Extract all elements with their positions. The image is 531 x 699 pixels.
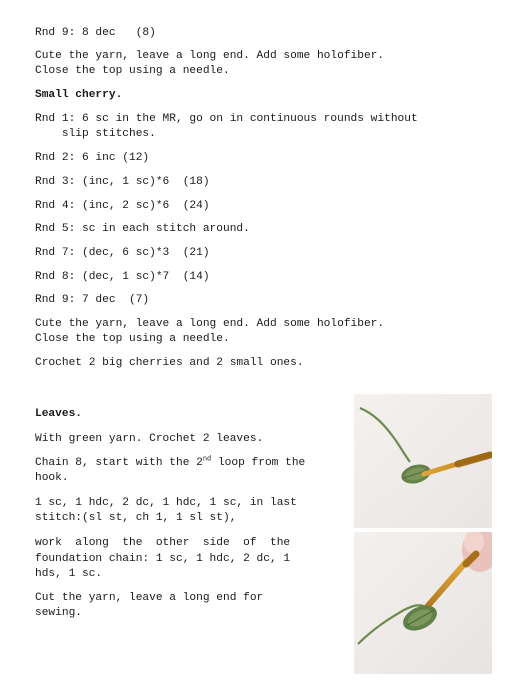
leaves-work-line1: work along the other side of the	[35, 537, 291, 549]
leaves-work-line3: hds, 1 sc.	[35, 568, 103, 580]
small-cherry-rnd4: Rnd 4: (inc, 2 sc)*6 (24)	[35, 200, 210, 212]
leaves-chain-text-b: loop from the	[211, 457, 306, 469]
small-cherry-rnd5: Rnd 5: sc in each stitch around.	[35, 223, 250, 235]
leaves-chain-line2: hook.	[35, 472, 69, 484]
small-cherry-rnd7: Rnd 7: (dec, 6 sc)*3 (21)	[35, 247, 210, 259]
small-cherry-finish-line2: Close the top using a needle.	[35, 333, 230, 345]
leaves-intro: With green yarn. Crochet 2 leaves.	[35, 433, 264, 445]
photo-leaf-finished	[354, 532, 492, 674]
photo-leaf-in-progress	[354, 394, 492, 528]
leaves-row-line2: stitch:(sl st, ch 1, 1 sl st),	[35, 512, 237, 524]
small-cherry-summary: Crochet 2 big cherries and 2 small ones.	[35, 357, 304, 369]
small-cherry-heading: Small cherry.	[35, 89, 123, 101]
leaves-chain-line1	[35, 456, 305, 470]
leaves-cut-line2: sewing.	[35, 607, 82, 619]
big-cherry-rnd9: Rnd 9: 8 dec (8)	[35, 27, 156, 39]
big-cherry-finish-line2: Close the top using a needle.	[35, 65, 230, 77]
small-cherry-rnd3: Rnd 3: (inc, 1 sc)*6 (18)	[35, 176, 210, 188]
small-cherry-rnd9: Rnd 9: 7 dec (7)	[35, 294, 150, 306]
leaves-chain-text-a: Chain 8, start with the 2	[35, 457, 203, 469]
leaves-chain-superscript: nd	[202, 455, 212, 464]
leaves-heading: Leaves.	[35, 408, 82, 420]
small-cherry-rnd2: Rnd 2: 6 inc (12)	[35, 152, 150, 164]
small-cherry-rnd1-line2: slip stitches.	[35, 128, 156, 140]
small-cherry-rnd8: Rnd 8: (dec, 1 sc)*7 (14)	[35, 271, 210, 283]
small-cherry-rnd1-line1: Rnd 1: 6 sc in the MR, go on in continuous rounds without	[35, 113, 418, 125]
big-cherry-finish-line1: Cute the yarn, leave a long end. Add some holofiber.	[35, 50, 385, 62]
leaves-row-line1: 1 sc, 1 hdc, 2 dc, 1 hdc, 1 sc, in last	[35, 497, 297, 509]
leaves-work-line2: foundation chain: 1 sc, 1 hdc, 2 dc, 1	[35, 553, 291, 565]
small-cherry-finish-line1: Cute the yarn, leave a long end. Add some holofiber.	[35, 318, 385, 330]
leaves-cut-line1: Cut the yarn, leave a long end for	[35, 592, 264, 604]
